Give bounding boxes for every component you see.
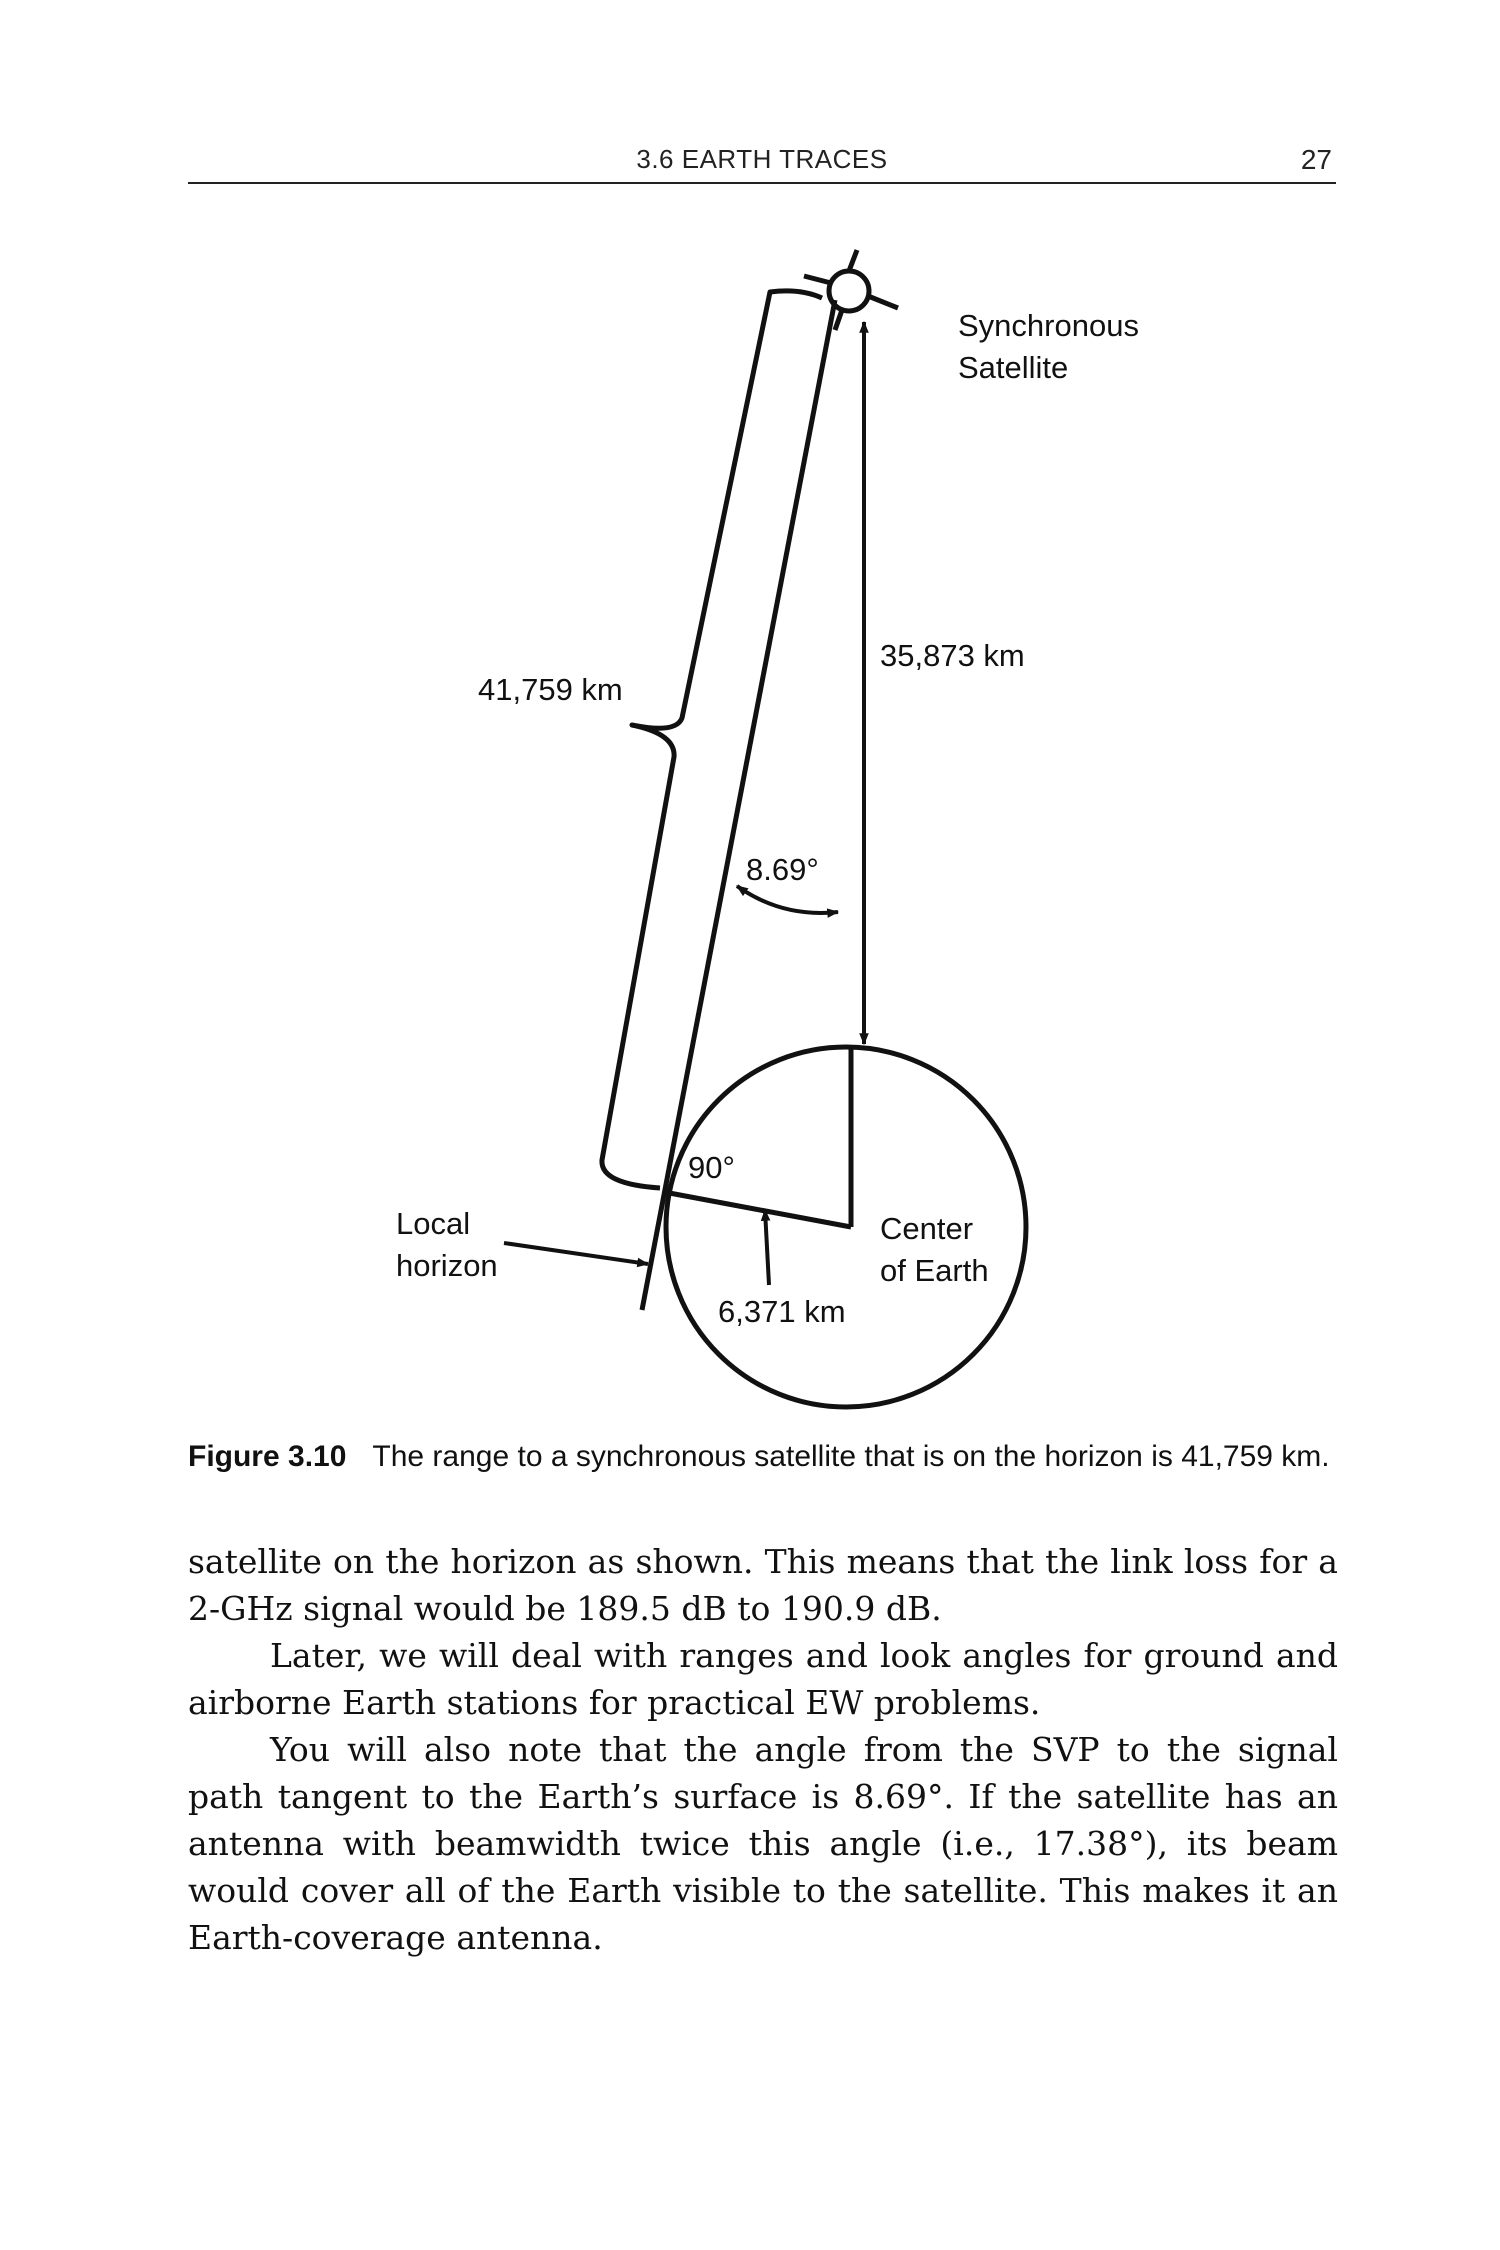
caption-label: Figure 3.10 [188,1440,347,1473]
paragraph: You will also note that the angle from the SVP to the signal path tangent to the Earth’s surface is 8.69°. If the satellite has an antenna with beamwidth twice this angle (i.e., 17.38°), its beam would cover all of the Earth visible to the satellite. This makes it an Earth-coverage antenna. [188,1730,1338,1957]
satellite-icon [804,250,898,330]
altitude-label: 35,873 km [880,638,1025,673]
radius-pointer-arrow [765,1210,769,1285]
slant-range-label: 41,759 km [478,672,623,707]
horizon-pointer-arrow [504,1243,648,1264]
center-label-line2: of Earth [880,1253,989,1288]
horizon-label-line2: horizon [396,1248,498,1283]
radius-to-tangent-point [664,1192,851,1227]
caption-text: The range to a synchronous satellite that is on the horizon is 41,759 km. [372,1440,1330,1473]
section-title: 3.6 EARTH TRACES [636,144,888,174]
satellite-label-line1: Synchronous [958,308,1139,343]
satellite-label-line2: Satellite [958,350,1069,385]
slant-range-brace [602,291,822,1188]
center-label-line1: Center [880,1211,974,1246]
paragraph: Later, we will deal with ranges and look angles for ground and airborne Earth stations for practical EW problems. [188,1636,1338,1722]
right-angle-label: 90° [688,1150,735,1185]
figure-caption [188,1440,1348,1474]
earth-radius-label: 6,371 km [718,1294,846,1329]
angle-arc [737,886,838,913]
angle-label: 8.69° [746,852,819,887]
paragraph: satellite on the horizon as shown. This means that the link loss for a 2-GHz signal would be 189.5 dB to 190.9 dB. [188,1542,1338,1628]
horizon-label-line1: Local [396,1206,471,1241]
body-text [188,1538,1338,1961]
page-number: 27 [1300,144,1332,175]
